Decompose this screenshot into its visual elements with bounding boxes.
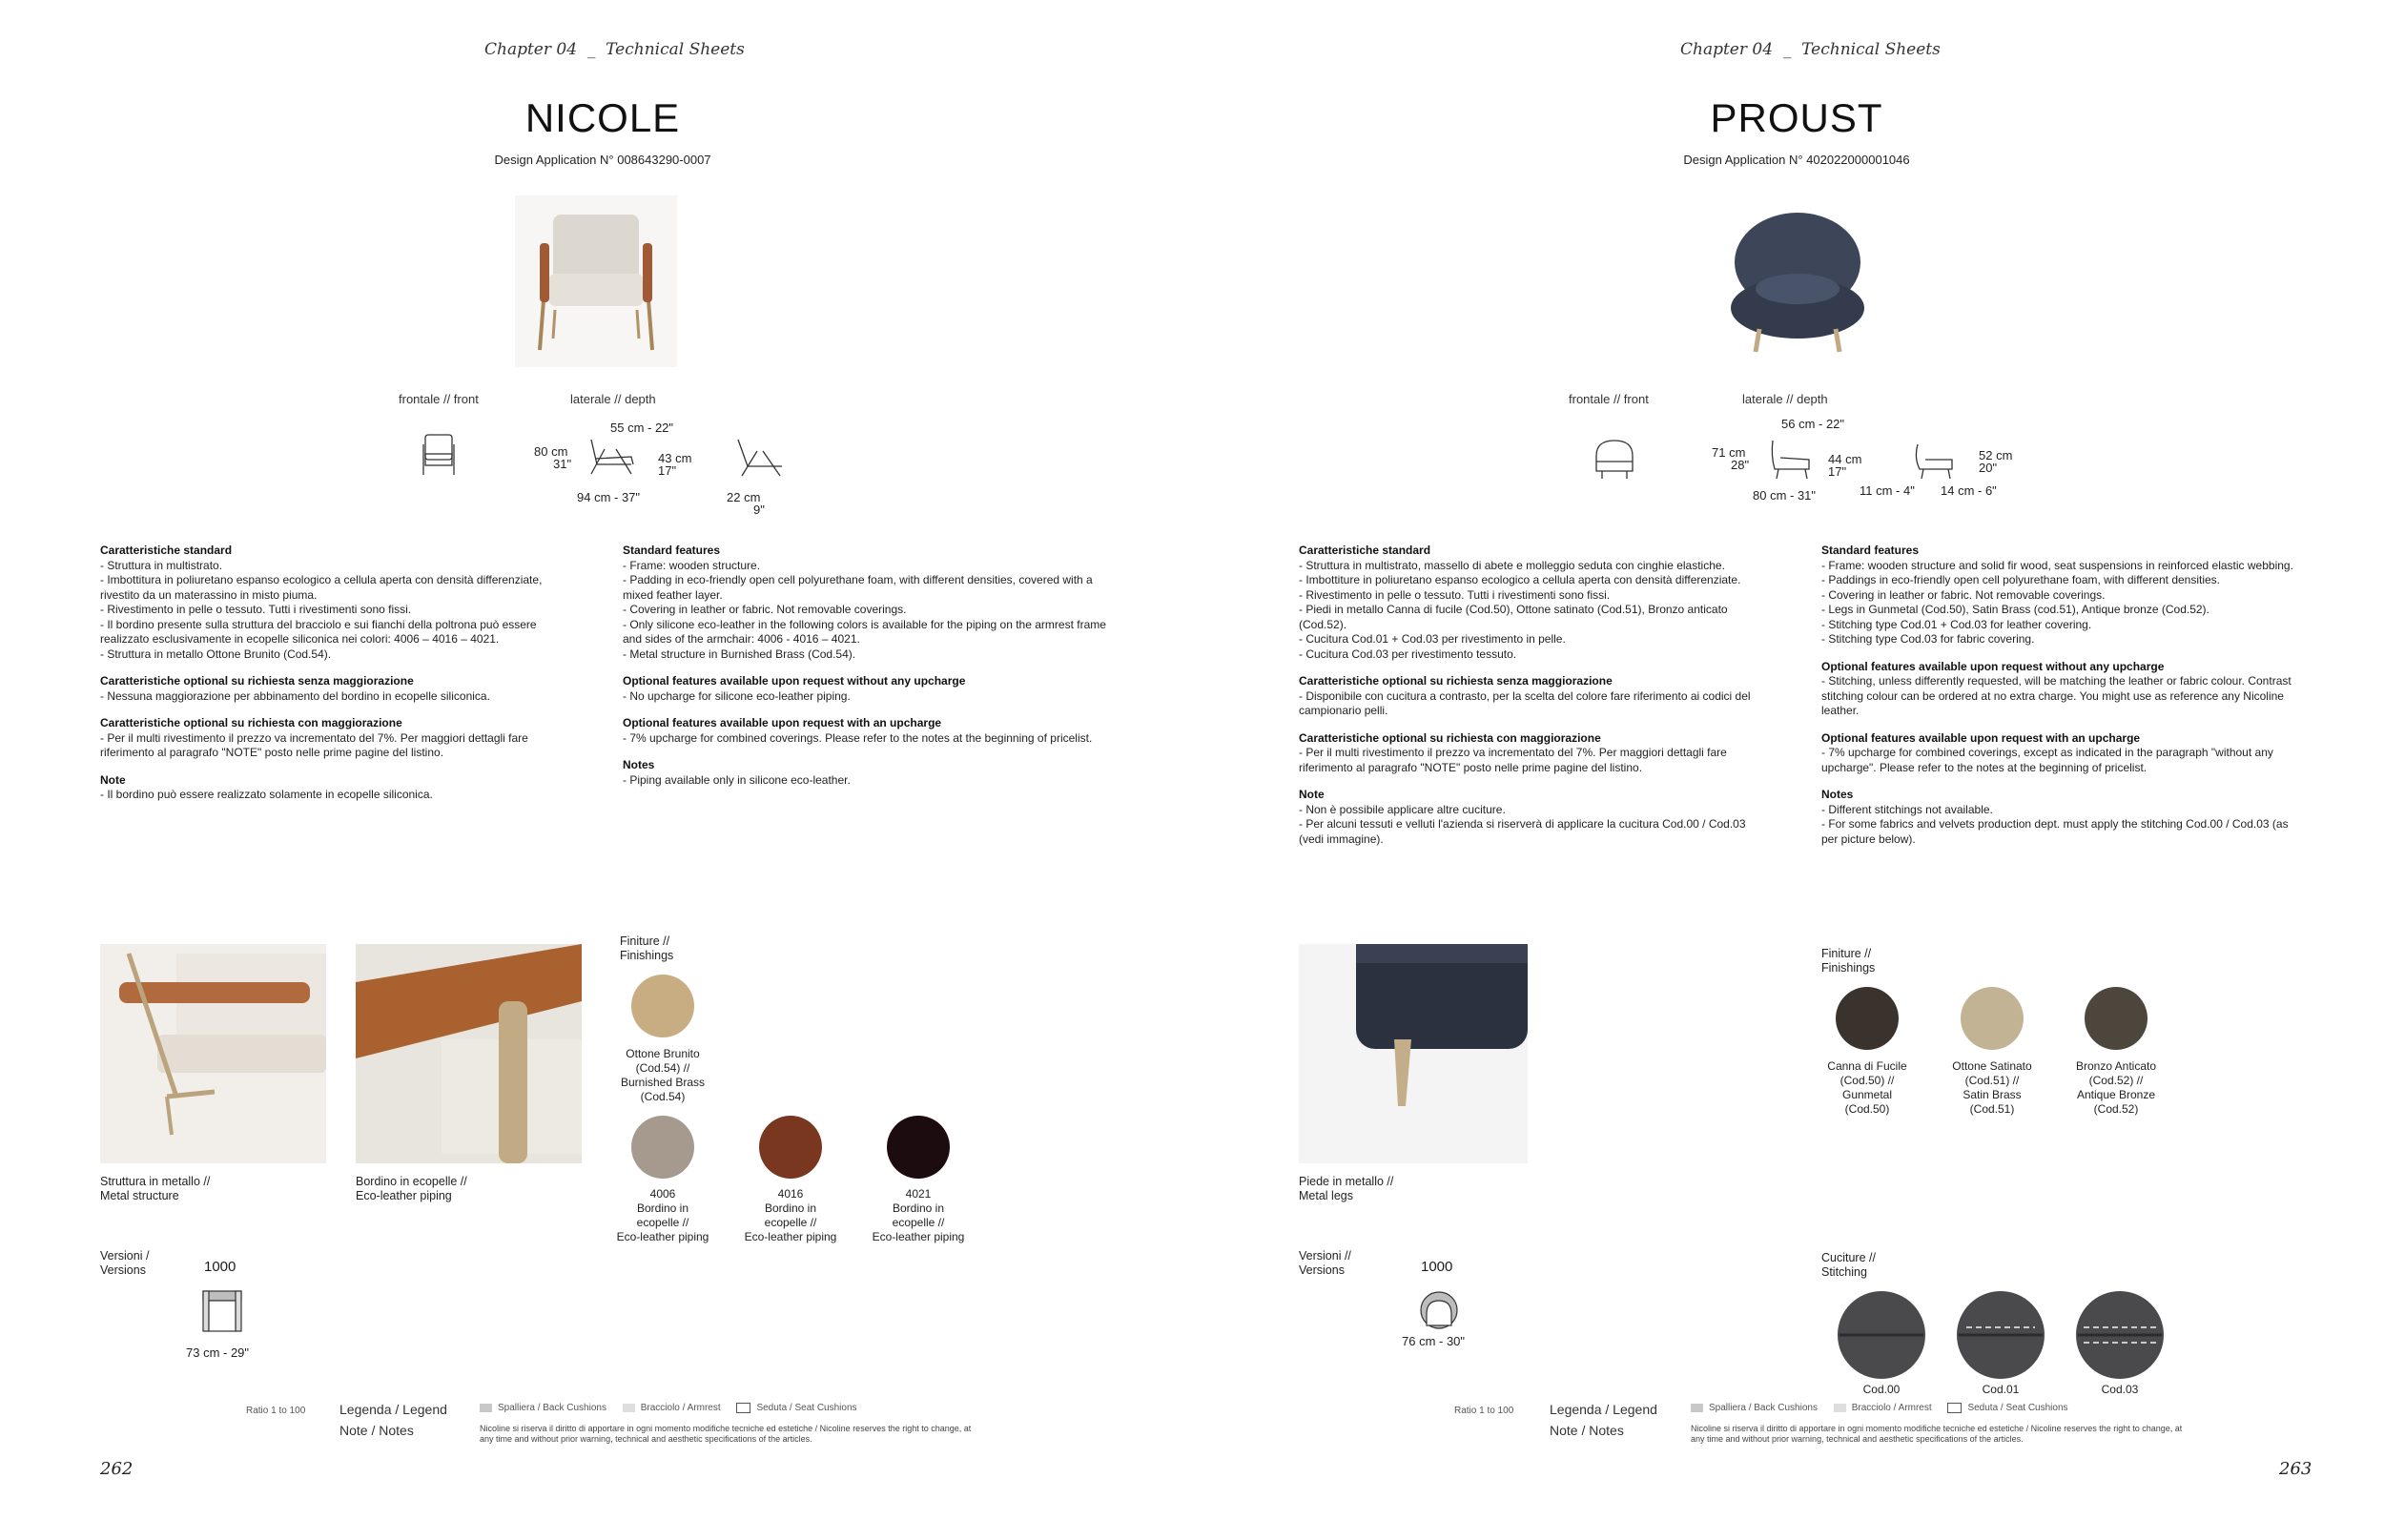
swatch-code: 4021 bbox=[905, 1187, 932, 1201]
metal-structure-photo bbox=[100, 944, 326, 1163]
dim-height-cm: 80 cm bbox=[534, 444, 568, 459]
caption-it: Struttura in metallo // bbox=[100, 1175, 211, 1188]
legend-item: Spalliera / Back Cushions bbox=[498, 1403, 606, 1414]
stitching-code-cod01: Cod.01 bbox=[1982, 1383, 2020, 1396]
legend-item: Seduta / Seat Cushions bbox=[1967, 1403, 2068, 1414]
section-line: - Stitching type Cod.03 for fabric covering. bbox=[1821, 632, 2035, 646]
armrest-legend-icon bbox=[623, 1404, 635, 1412]
section-line: - Frame: wooden structure. bbox=[623, 558, 761, 572]
swatch-code: 4006 bbox=[649, 1187, 676, 1201]
section-line: - Non è possibile applicare altre cuciture. bbox=[1299, 802, 1506, 816]
legend-label: Legenda / Legend bbox=[1550, 1402, 1657, 1417]
legend-items bbox=[1691, 1403, 2068, 1413]
stitching-swatch-cod00 bbox=[1836, 1289, 1927, 1381]
design-application: Design Application N° 008643290-0007 bbox=[494, 153, 711, 167]
side-view-drawing bbox=[584, 436, 641, 478]
section-heading: Notes bbox=[623, 758, 655, 771]
section-line: - 7% upcharge for combined coverings. Please refer to the notes at the beginning of pricelist. bbox=[623, 730, 1093, 745]
recline-view-drawing bbox=[732, 436, 790, 478]
section-line: - For some fabrics and velvets production dept. must apply the stitching Cod.00 / Cod.03 (as per picture below). bbox=[1821, 817, 2292, 846]
dim-height-in: 28" bbox=[1731, 458, 1750, 472]
dim-leg2: 14 cm - 6" bbox=[1941, 483, 1997, 498]
stitching-title bbox=[1821, 1251, 1876, 1280]
swatch-line: Eco-leather piping bbox=[616, 1230, 709, 1243]
section-line: - Metal structure in Burnished Brass (Cod.54). bbox=[623, 647, 856, 661]
swatch-line: Eco-leather piping bbox=[744, 1230, 837, 1243]
section-line: - Only silicone eco-leather in the following colors is available for the piping on the armrest frame and sides of the armchair: 4006 - 4016 – 4021. bbox=[623, 617, 1110, 646]
section-line: - Imbottitura in poliuretano espanso ecologico a cellula aperta con densità differenziate, rivestito da un materassino in misto piuma. bbox=[100, 573, 545, 602]
eco-leather-piping-photo bbox=[356, 944, 582, 1163]
swatch-line: Burnished Brass bbox=[620, 1076, 706, 1089]
versions-it: Versioni // bbox=[1299, 1249, 1351, 1263]
section-line: - Covering in leather or fabric. Not removable coverings. bbox=[623, 603, 907, 616]
caption-en: Metal legs bbox=[1299, 1189, 1353, 1202]
version-plan-drawing bbox=[1417, 1287, 1461, 1331]
view-side-label: laterale // depth bbox=[570, 392, 656, 406]
section-line: - Per il multi rivestimento il prezzo va incrementato del 7%. Per maggiori dettagli fare riferimento al paragrafo "NOTE" posto nelle prime pagine del listino. bbox=[100, 730, 532, 759]
section-heading: Caratteristiche standard bbox=[1299, 544, 1431, 557]
antique-bronze-swatch bbox=[2085, 987, 2148, 1050]
section-heading: Note bbox=[100, 772, 126, 787]
versions-en: Versions bbox=[100, 1263, 146, 1277]
dim-height-cm: 71 cm bbox=[1712, 445, 1746, 460]
section-line: - No upcharge for silicone eco-leather piping. bbox=[623, 688, 851, 703]
satin-brass-caption bbox=[1935, 1059, 2049, 1117]
english-specs bbox=[623, 544, 1109, 788]
italian-specs bbox=[100, 544, 558, 803]
front-view-drawing bbox=[420, 431, 458, 477]
armrest-legend-icon bbox=[1834, 1404, 1846, 1412]
burnished-brass-caption bbox=[606, 1047, 720, 1104]
section-line: - Struttura in multistrato. bbox=[100, 558, 223, 572]
legend-item: Bracciolo / Armrest bbox=[1851, 1403, 1932, 1414]
photo2-caption bbox=[356, 1175, 467, 1203]
swatch-line: (Cod.54) // bbox=[635, 1061, 690, 1075]
versions-it: Versioni / bbox=[100, 1249, 150, 1263]
italian-specs bbox=[1299, 544, 1766, 847]
section-line: - Different stitchings not available. bbox=[1821, 802, 1993, 816]
section-heading: Caratteristiche optional su richiesta con maggiorazione bbox=[1299, 730, 1601, 745]
section-heading: Caratteristiche optional su richiesta senza maggiorazione bbox=[1299, 674, 1613, 688]
ratio-label: Ratio 1 to 100 bbox=[246, 1406, 306, 1416]
side-view-drawing bbox=[1767, 437, 1815, 481]
swatch-line: Gunmetal bbox=[1841, 1088, 1893, 1101]
caption-en: Metal structure bbox=[100, 1189, 179, 1202]
version-dim: 73 cm - 29" bbox=[186, 1345, 250, 1360]
legend-item: Bracciolo / Armrest bbox=[640, 1403, 721, 1414]
swatch-line: ecopelle // bbox=[764, 1216, 817, 1229]
back-cushion-legend-icon bbox=[1691, 1404, 1703, 1412]
stitching-swatch-cod01 bbox=[1955, 1289, 2046, 1381]
notes-label: Note / Notes bbox=[1550, 1423, 1624, 1438]
section-line: - Covering in leather or fabric. Not removable coverings. bbox=[1821, 587, 2106, 602]
finishes-title-en: Finishings bbox=[1821, 961, 1876, 975]
section-line: - Il bordino presente sulla struttura del bracciolo e sui fianchi della poltrona può essere realizzato esclusivamente in ecopelle siliconica nei colori: 4006 – 4016 – 4021. bbox=[100, 617, 540, 646]
dim-depth: 94 cm - 37" bbox=[577, 490, 641, 504]
swatch-line: Antique Bronze bbox=[2076, 1088, 2156, 1101]
photo-caption bbox=[1299, 1175, 1393, 1203]
ratio-label: Ratio 1 to 100 bbox=[1454, 1406, 1514, 1416]
swatch-line: (Cod.51) // bbox=[1964, 1074, 2020, 1087]
section-line: - Imbottiture in poliuretano espanso ecologico a cellula aperta con densità differenziate. bbox=[1299, 573, 1741, 586]
section-line: - Paddings in eco-friendly open cell polyurethane foam, with different densities. bbox=[1821, 573, 2221, 586]
caption-it: Piede in metallo // bbox=[1299, 1175, 1394, 1188]
swatch-line: ecopelle // bbox=[636, 1216, 689, 1229]
back-cushion-legend-icon bbox=[480, 1404, 492, 1412]
section-line: - Per il multi rivestimento il prezzo va incrementato del 7%. Per maggiori dettagli fare riferimento al paragrafo "NOTE" posto nelle prime pagine del listino. bbox=[1299, 746, 1731, 774]
piping-caption-4006 bbox=[606, 1187, 720, 1244]
satin-brass-swatch bbox=[1961, 987, 2024, 1050]
view-front-label: frontale // front bbox=[399, 392, 479, 406]
dim-top: 56 cm - 22" bbox=[1781, 417, 1845, 431]
piping-swatch-4021 bbox=[887, 1116, 950, 1179]
chapter-header: Chapter 04 _ Technical Sheets bbox=[484, 40, 745, 59]
section-line: - Piedi in metallo Canna di fucile (Cod.50), Ottone satinato (Cod.51), Bronzo anticato (Cod.52). bbox=[1299, 603, 1731, 631]
dim-seat-in: 17" bbox=[1828, 464, 1847, 479]
dim-top: 55 cm - 22" bbox=[610, 421, 674, 435]
finishes-title-it: Finiture // bbox=[1821, 947, 1872, 960]
stitching-title-en: Stitching bbox=[1821, 1265, 1867, 1279]
swatch-line: (Cod.52) bbox=[2093, 1102, 2139, 1116]
swatch-line: Ottone Satinato bbox=[1952, 1059, 2032, 1073]
swatch-code: 4016 bbox=[777, 1187, 804, 1201]
view-front-label: frontale // front bbox=[1569, 392, 1649, 406]
dim-leg1: 11 cm - 4" bbox=[1860, 483, 1915, 498]
section-line: - Frame: wooden structure and solid fir wood, seat suspensions in reinforced elastic webbing. bbox=[1821, 558, 2293, 572]
legend-item: Seduta / Seat Cushions bbox=[756, 1403, 857, 1414]
version-dim: 76 cm - 30" bbox=[1402, 1334, 1466, 1348]
section-heading: Caratteristiche optional su richiesta senza maggiorazione bbox=[100, 674, 414, 688]
product-title: PROUST bbox=[1710, 95, 1883, 140]
stitching-title-it: Cuciture // bbox=[1821, 1251, 1876, 1264]
disclaimer: Nicoline si riserva il diritto di apportare in ogni momento modifiche tecniche ed estetiche / Nicoline reserves the right to change, at any time and without prior warning, technical and aesthetic specifications of the articles. bbox=[1691, 1424, 2183, 1444]
piping-swatch-4006 bbox=[631, 1116, 694, 1179]
swatch-line: Eco-leather piping bbox=[872, 1230, 965, 1243]
section-heading: Notes bbox=[1821, 788, 1854, 801]
seat-legend-icon bbox=[1947, 1403, 1962, 1413]
versions-label bbox=[1299, 1249, 1351, 1278]
front-view-drawing bbox=[1593, 437, 1636, 481]
dim-depth: 80 cm - 31" bbox=[1753, 488, 1817, 503]
section-heading: Note bbox=[1299, 788, 1325, 801]
swatch-line: Canna di Fucile bbox=[1827, 1059, 1907, 1073]
piping-swatch-4016 bbox=[759, 1116, 822, 1179]
section-line: - Per alcuni tessuti e velluti l'azienda si riserverà di applicare la cucitura Cod.00 / Cod.03 (vedi immagine). bbox=[1299, 817, 1749, 846]
dim-seat-in: 17" bbox=[658, 463, 677, 478]
notes-label: Note / Notes bbox=[339, 1423, 414, 1438]
swatch-line: Bronzo Anticato bbox=[2075, 1059, 2157, 1073]
stitching-code-cod00: Cod.00 bbox=[1862, 1383, 1901, 1396]
dim-height-in: 31" bbox=[553, 457, 572, 471]
version-code: 1000 bbox=[204, 1259, 236, 1275]
product-title: NICOLE bbox=[524, 95, 681, 140]
legend-label: Legenda / Legend bbox=[339, 1402, 447, 1417]
product-photo bbox=[515, 195, 677, 367]
gunmetal-swatch bbox=[1836, 987, 1899, 1050]
finishes-title bbox=[1821, 947, 1875, 975]
antique-bronze-caption bbox=[2059, 1059, 2173, 1117]
page-number: 263 bbox=[2279, 1459, 2312, 1479]
version-plan-drawing bbox=[198, 1287, 246, 1337]
swatch-line: Bordino in bbox=[892, 1201, 945, 1215]
caption-it: Bordino in ecopelle // bbox=[356, 1175, 467, 1188]
section-line: - Nessuna maggiorazione per abbinamento del bordino in ecopelle siliconica. bbox=[100, 688, 490, 703]
caption-en: Eco-leather piping bbox=[356, 1189, 452, 1202]
section-line: - Cucitura Cod.01 + Cod.03 per rivestimento in pelle. bbox=[1299, 632, 1566, 646]
dim-recline-cm: 22 cm bbox=[727, 490, 761, 504]
versions-label bbox=[100, 1249, 149, 1278]
section-line: - Legs in Gunmetal (Cod.50), Satin Brass (cod.51), Antique bronze (Cod.52). bbox=[1821, 603, 2209, 616]
dim-recline-in: 9" bbox=[753, 503, 765, 517]
legend-item: Spalliera / Back Cushions bbox=[1709, 1403, 1818, 1414]
design-application: Design Application N° 402022000001046 bbox=[1683, 153, 1910, 167]
dim-seat-cm: 44 cm bbox=[1828, 452, 1862, 466]
product-photo bbox=[1721, 195, 1874, 362]
page-number: 262 bbox=[100, 1459, 134, 1479]
section-line: - Struttura in multistrato, massello di abete e molleggio seduta con cinghie elastiche. bbox=[1299, 558, 1725, 572]
section-heading: Caratteristiche standard bbox=[100, 544, 233, 557]
seat-legend-icon bbox=[736, 1403, 750, 1413]
section-line: - 7% upcharge for combined coverings, except as indicated in the paragraph "without any upcharge". Please refer to the notes at the beginning of pricelist. bbox=[1821, 746, 2277, 774]
swatch-line: (Cod.52) // bbox=[2088, 1074, 2144, 1087]
dim-seat-cm: 43 cm bbox=[658, 451, 692, 465]
section-heading: Standard features bbox=[623, 544, 721, 557]
burnished-brass-swatch bbox=[631, 975, 694, 1037]
chapter-header: Chapter 04 _ Technical Sheets bbox=[1680, 40, 1941, 59]
section-line: - Stitching, unless differently requested, will be matching the leather or fabric colour. Contrast stitching colour can be ordered at no extra charge. You might use as reference any Nicoline leather. bbox=[1821, 674, 2295, 717]
section-line: - Padding in eco-friendly open cell polyurethane foam, with different densities, covered with a mixed feather layer. bbox=[623, 573, 1097, 602]
swatch-line: Ottone Brunito bbox=[626, 1047, 700, 1060]
legend-items bbox=[480, 1403, 857, 1413]
metal-legs-photo bbox=[1299, 944, 1528, 1163]
finishes-title bbox=[620, 934, 673, 963]
swatch-line: (Cod.50) // bbox=[1839, 1074, 1895, 1087]
section-heading: Optional features available upon request with an upcharge bbox=[1821, 730, 2141, 745]
section-line: - Stitching type Cod.01 + Cod.03 for leather covering. bbox=[1821, 617, 2092, 631]
section-line: - Il bordino può essere realizzato solamente in ecopelle siliconica. bbox=[100, 788, 433, 801]
stitching-swatch-cod03 bbox=[2074, 1289, 2166, 1381]
leg-view-drawing bbox=[1912, 441, 1960, 483]
swatch-line: (Cod.51) bbox=[1969, 1102, 2015, 1116]
finishes-title-it: Finiture // bbox=[620, 934, 670, 948]
swatch-line: Bordino in bbox=[636, 1201, 689, 1215]
photo1-caption bbox=[100, 1175, 210, 1203]
english-specs bbox=[1821, 544, 2308, 847]
dim-back-in: 20" bbox=[1979, 461, 1998, 475]
finishes-title-en: Finishings bbox=[620, 949, 674, 962]
section-line: - Rivestimento in pelle o tessuto. Tutti i rivestimenti sono fissi. bbox=[100, 603, 412, 616]
section-heading: Caratteristiche optional su richiesta con maggiorazione bbox=[100, 716, 402, 729]
view-side-label: laterale // depth bbox=[1742, 392, 1828, 406]
piping-caption-4016 bbox=[733, 1187, 848, 1244]
swatch-line: ecopelle // bbox=[892, 1216, 945, 1229]
disclaimer: Nicoline si riserva il diritto di apportare in ogni momento modifiche tecniche ed estetiche / Nicoline reserves the right to change, at any time and without prior warning, technical and aesthetic specifications of the articles. bbox=[480, 1424, 972, 1444]
piping-caption-4021 bbox=[861, 1187, 976, 1244]
swatch-line: Bordino in bbox=[764, 1201, 817, 1215]
section-line: - Disponibile con cucitura a contrasto, per la scelta del colore fare riferimento ai codici del campionario pelli. bbox=[1299, 688, 1754, 717]
version-code: 1000 bbox=[1421, 1259, 1453, 1275]
section-line: - Struttura in metallo Ottone Brunito (Cod.54). bbox=[100, 647, 332, 661]
section-line: - Cucitura Cod.03 per rivestimento tessuto. bbox=[1299, 647, 1517, 661]
section-heading: Standard features bbox=[1821, 544, 1920, 557]
gunmetal-caption bbox=[1810, 1059, 1924, 1117]
section-heading: Optional features available upon request with an upcharge bbox=[623, 716, 942, 729]
section-heading: Optional features available upon request without any upcharge bbox=[623, 674, 966, 688]
dim-back-cm: 52 cm bbox=[1979, 448, 2013, 462]
swatch-line: Satin Brass bbox=[1963, 1088, 2022, 1101]
section-line: - Piping available only in silicone eco-leather. bbox=[623, 772, 851, 787]
section-line: - Rivestimento in pelle o tessuto. Tutti i rivestimenti sono fissi. bbox=[1299, 587, 1611, 602]
swatch-line: (Cod.54) bbox=[640, 1090, 686, 1103]
swatch-line: (Cod.50) bbox=[1844, 1102, 1890, 1116]
stitching-code-cod03: Cod.03 bbox=[2101, 1383, 2139, 1396]
versions-en: Versions bbox=[1299, 1263, 1345, 1277]
section-heading: Optional features available upon request without any upcharge bbox=[1821, 659, 2165, 673]
